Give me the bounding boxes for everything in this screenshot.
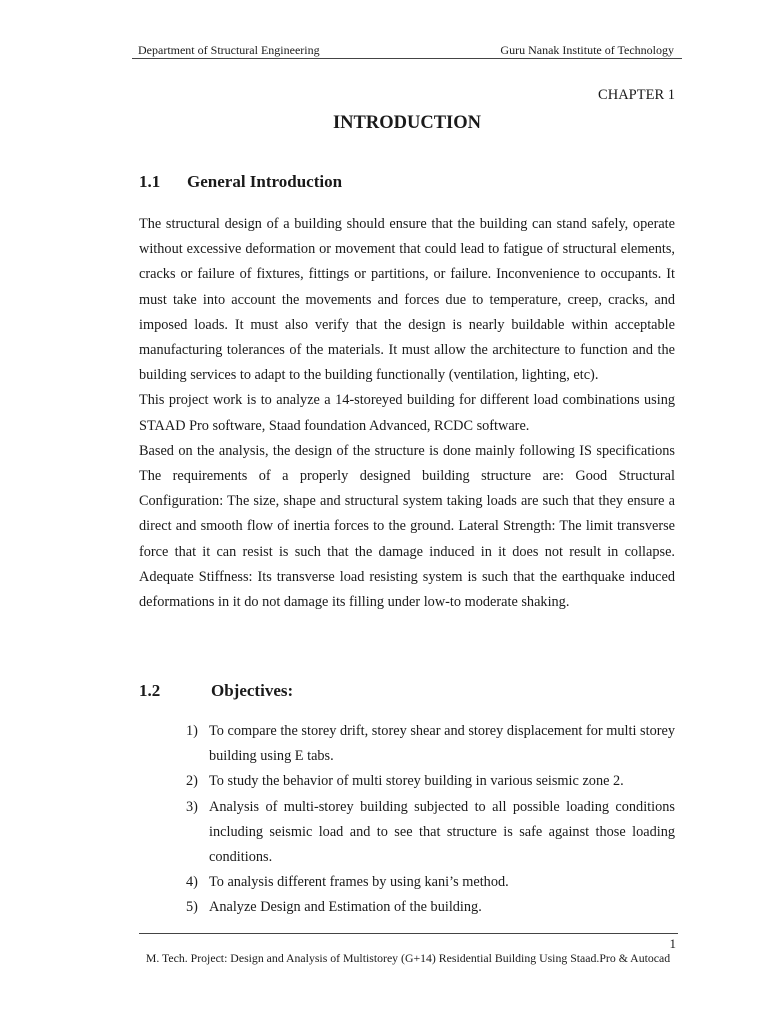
chapter-label: CHAPTER 1 [598, 87, 675, 103]
footer-project-title: M. Tech. Project: Design and Analysis of Multistorey (G+14) Residential Building Using Staad.Pro & Autocad [145, 951, 671, 965]
list-marker: 2) [186, 773, 198, 790]
list-item [186, 870, 675, 895]
list-item-text: To compare the storey drift, storey shear and storey displacement for multi storey building using E tabs. [209, 723, 675, 765]
list-item-text: Analysis of multi-storey building subjected to all possible loading conditions including seismic load and to see that structure is safe against those loading conditions. [209, 798, 675, 866]
paragraph: This project work is to analyze a 14-storeyed building for different load combinations using STAAD Pro software, Staad foundation Advanced, RCDC software. [139, 392, 675, 434]
list-marker: 4) [186, 874, 198, 891]
page-number: 1 [669, 936, 676, 951]
list-marker: 5) [186, 899, 198, 916]
section-title: General Introduction [187, 172, 343, 191]
section-number: 1.2 [139, 681, 161, 700]
page-title: INTRODUCTION [332, 113, 482, 133]
list-item-text: To study the behavior of multi storey building in various seismic zone 2. [209, 773, 624, 790]
list-item [186, 769, 675, 794]
section-title: Objectives: [211, 681, 294, 700]
paragraph: The structural design of a building should ensure that the building can stand safely, operate without excessive deformation or movement that could lead to fatigue of structural elements, cracks or failure of fixtures, fittings or partitions, or failure. Inconvenience to occupants. It must take into account the movements and forces due to temperature, creep, cracks, and imposed loads. It must also verify that the design is nearly buildable within acceptable manufacturing tolerances of the materials. It must allow the architecture to function and the building services to adapt to the building functionally (ventilation, lighting, etc). [139, 216, 675, 384]
list-item-text: To analysis different frames by using kani’s method. [209, 874, 509, 891]
header-institute: Guru Nanak Institute of Technology [500, 43, 674, 57]
section-heading-objectives [139, 681, 293, 701]
page-header [132, 42, 682, 59]
section-heading-general-introduction [139, 172, 342, 192]
list-item [186, 895, 675, 920]
footer-divider [139, 933, 678, 934]
objectives-list [186, 719, 675, 921]
header-department: Department of Structural Engineering [138, 43, 320, 57]
paragraph: Based on the analysis, the design of the structure is done mainly following IS specifications The requirements of a properly designed building structure are: Good Structural Configuration: The size, shape and structural system taking loads are such that they ensure a direct and smooth flow of inertia forces to the ground. Lateral Strength: The limit transverse force that it can resist is such that the damage induced in it does not result in collapse. Adequate Stiffness: Its transverse load resisting system is such that the earthquake induced deformations in it do not damage its filling under low-to moderate shaking. [139, 442, 675, 611]
section-number: 1.1 [139, 172, 161, 191]
list-item [186, 795, 675, 871]
list-item [186, 719, 675, 769]
list-marker: 1) [186, 723, 198, 739]
list-marker: 3) [186, 798, 198, 815]
list-item-text: Analyze Design and Estimation of the building. [209, 899, 482, 916]
section-body [139, 212, 675, 615]
